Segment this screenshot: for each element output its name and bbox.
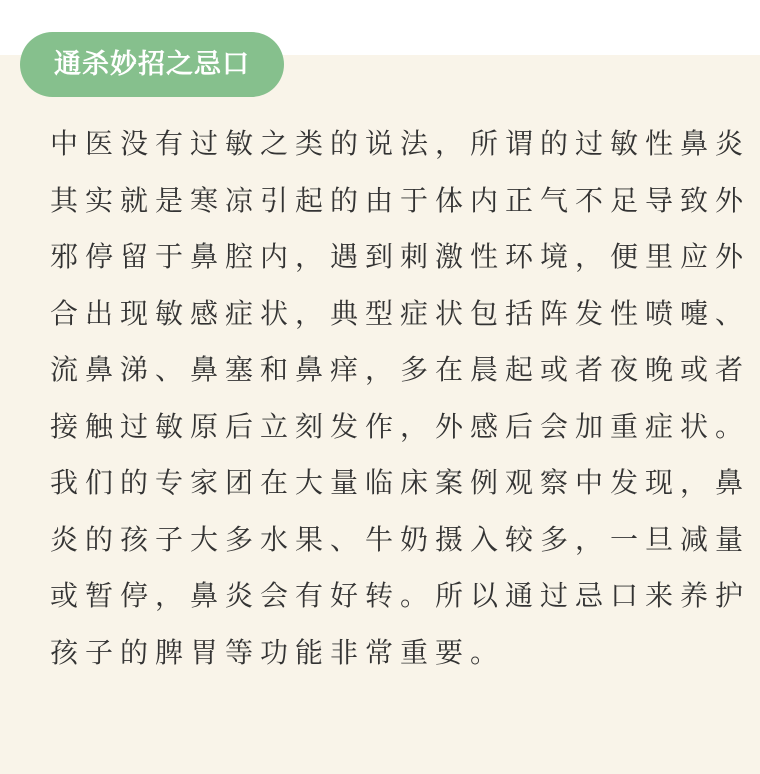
- paragraph-line: 炎的孩子大多水果、牛奶摄入较多，一旦减量: [50, 522, 751, 556]
- paragraph-line: 接触过敏原后立刻发作，外感后会加重症状。: [50, 409, 751, 443]
- paragraph-line: 流鼻涕、鼻塞和鼻痒，多在晨起或者夜晚或者: [50, 353, 751, 386]
- section-title-badge: 通杀妙招之忌口: [20, 32, 284, 97]
- paragraph-line: 或暂停，鼻炎会有好转。所以通过忌口来养护: [50, 579, 751, 612]
- paragraph-line: 其实就是寒凉引起的由于体内正气不足导致外: [50, 183, 751, 217]
- paragraph-line: 我们的专家团在大量临床案例观察中发现，鼻: [50, 466, 751, 499]
- paragraph-line: 合出现敏感症状，典型症状包括阵发性喷嚏、: [50, 296, 751, 330]
- article-paragraph: [50, 116, 751, 681]
- paragraph-line: 中医没有过敏之类的说法，所谓的过敏性鼻炎: [50, 127, 751, 160]
- paragraph-line: 邪停留于鼻腔内，遇到刺激性环境，便里应外: [50, 240, 751, 273]
- paragraph-line: 孩子的脾胃等功能非常重要。: [50, 635, 506, 669]
